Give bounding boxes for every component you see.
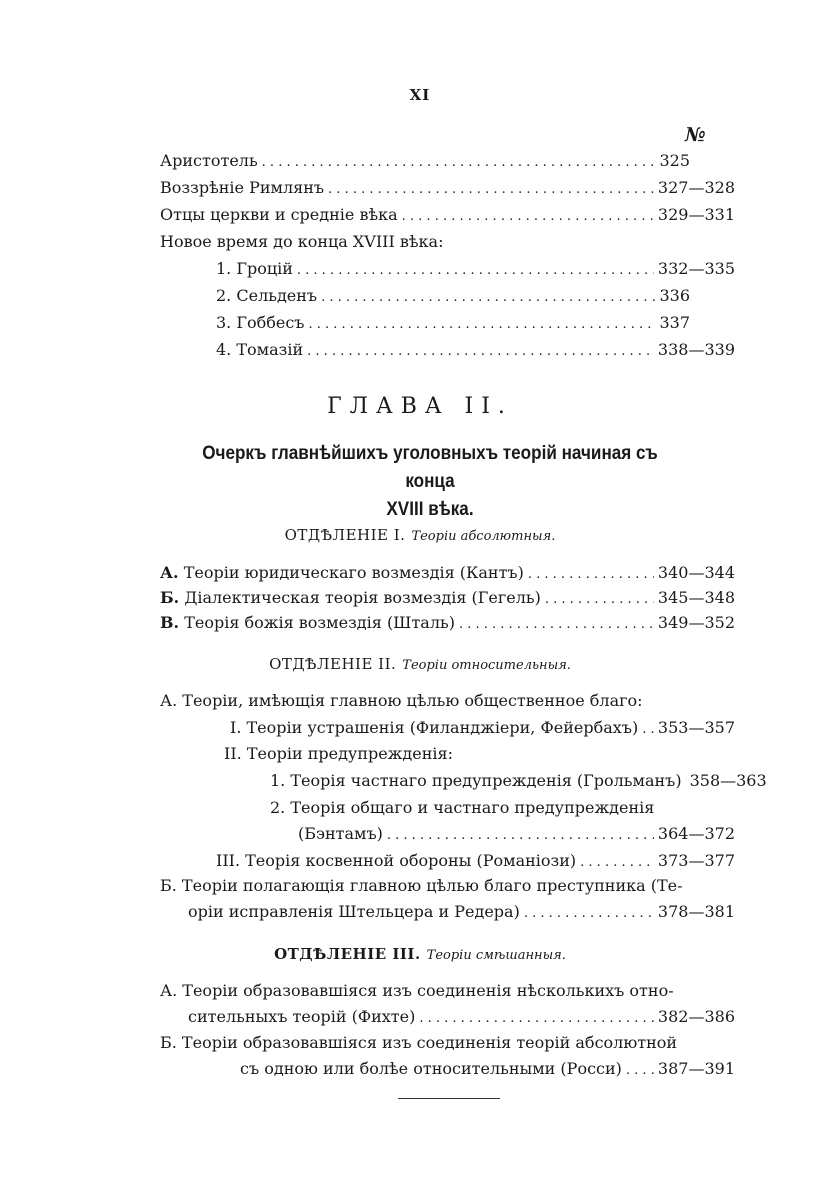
toc-group-public-good: А. Теоріи, имѣющія главною цѣлью общественное благо: (160, 691, 643, 710)
toc-entry-aristotle[interactable] (160, 151, 690, 170)
toc-entry-reform-line1: Б. Теоріи полагающія главною цѣлью благо преступника (Те- (160, 876, 683, 895)
entry-letter: В. (160, 613, 180, 632)
leader-dots (387, 828, 654, 843)
toc-entry-pages: 349—352 (657, 613, 735, 632)
leader-dots (642, 722, 654, 737)
toc-entry-rossi-line1: Б. Теоріи образовавшіяся изъ соединенія теорій абсолютной (160, 1033, 678, 1052)
section-2-heading (0, 655, 840, 673)
toc-entry-thomasius[interactable] (216, 340, 735, 359)
toc-entry-church-fathers[interactable] (160, 205, 735, 224)
toc-entry-title: III. Теорія косвенной обороны (Романіози) (216, 851, 577, 870)
toc-entry-title: сительныхъ теорій (Фихте) (188, 1007, 416, 1026)
toc-group-modern-times: Новое время до конца XVIII вѣка: (160, 232, 444, 251)
toc-entry-reform[interactable] (188, 902, 735, 921)
toc-entry-hobbes[interactable] (216, 313, 690, 332)
section-3-subtitle: Теоріи смѣшанныя. (426, 948, 566, 963)
chapter-title: ГЛАВА II. (327, 394, 513, 419)
toc-entry-pages: 338—339 (657, 340, 735, 359)
section-2-title: ОТДѢЛЕНІЕ II. (269, 655, 397, 673)
toc-entry-pages: 382—386 (657, 1007, 735, 1026)
entry-letter: Б. (160, 588, 180, 607)
toc-group-prevention: II. Теоріи предупрежденія: (224, 744, 454, 763)
toc-entry-title: Теорія божія возмездія (Шталь) (184, 613, 455, 632)
entry-letter: А. (160, 563, 179, 582)
leader-dots (580, 855, 654, 870)
toc-entry-bentham-line1: 2. Теорія общаго и частнаго предупрежденія (270, 798, 655, 817)
toc-entry-pages: 329—331 (657, 205, 735, 224)
toc-entry-bentham[interactable] (298, 824, 735, 843)
toc-entry-pages: 373—377 (657, 851, 735, 870)
toc-entry-title: оріи исправленія Штельцера и Редера) (188, 902, 520, 921)
toc-entry-pages: 353—357 (657, 718, 735, 737)
leader-dots (321, 290, 655, 305)
toc-entry-title: 4. Томазій (216, 340, 304, 359)
toc-entry-title: 1. Гроцій (216, 259, 293, 278)
closing-rule (398, 1098, 500, 1099)
section-1-heading (0, 526, 840, 544)
leader-dots (459, 617, 654, 632)
leader-dots (402, 209, 654, 224)
toc-entry-kant[interactable] (160, 563, 735, 582)
toc-entry-title: 1. Теорія частнаго предупрежденія (Грольманъ) (270, 771, 682, 790)
toc-entry-pages: 336 (659, 286, 690, 305)
toc-entry-pages: 332—335 (657, 259, 735, 278)
chapter-subtitle-line1: Очеркъ главнѣйшихъ уголовныхъ теорій начиная съ конца (202, 443, 658, 492)
chapter-subtitle-line2: XVIII вѣка. (386, 499, 474, 520)
toc-entry-grotius[interactable] (216, 259, 735, 278)
toc-entry-romans[interactable] (160, 178, 735, 197)
toc-entry-pages: 378—381 (657, 902, 735, 921)
toc-entry-title: I. Теоріи устрашенія (Филанджіери, Фейербахъ) (230, 718, 639, 737)
toc-entry-deterrence[interactable] (230, 718, 735, 737)
toc-entry-stahl[interactable] (160, 613, 735, 632)
leader-dots (626, 1063, 654, 1078)
toc-entry-title: съ одною или болѣе относительными (Росси) (240, 1059, 622, 1078)
toc-entry-title: (Бэнтамъ) (298, 824, 383, 843)
toc-entry-grolman[interactable] (270, 771, 767, 790)
toc-entry-title: Аристотель (160, 151, 258, 170)
toc-entry-title: Воззрѣніе Римлянъ (160, 178, 325, 197)
leader-dots (419, 1011, 654, 1026)
leader-dots (528, 567, 654, 582)
toc-entry-title: 2. Сельденъ (216, 286, 318, 305)
toc-entry-pages: 327—328 (657, 178, 735, 197)
toc-entry-fichte-line1: А. Теоріи образовавшіяся изъ соединенія нѣсколькихъ отно- (160, 981, 674, 1000)
leader-dots (308, 317, 655, 332)
leader-dots (307, 344, 654, 359)
section-1-title: ОТДѢЛЕНІЕ I. (284, 526, 406, 544)
leader-dots (545, 592, 654, 607)
number-column-header: № (685, 124, 706, 146)
toc-entry-title: Діалектическая теорія возмездія (Гегель) (184, 588, 541, 607)
toc-entry-hegel[interactable] (160, 588, 735, 607)
leader-dots (328, 182, 654, 197)
section-3-title: ОТДѢЛЕНІЕ III. (274, 945, 421, 963)
toc-entry-title: Отцы церкви и средніе вѣка (160, 205, 398, 224)
toc-entry-pages: 364—372 (657, 824, 735, 843)
toc-entry-pages: 358—363 (689, 771, 767, 790)
page-number: XI (409, 86, 431, 104)
leader-dots (262, 155, 656, 170)
toc-entry-rossi[interactable] (240, 1059, 735, 1078)
toc-entry-selden[interactable] (216, 286, 690, 305)
toc-entry-pages: 387—391 (657, 1059, 735, 1078)
toc-entry-pages: 337 (659, 313, 690, 332)
section-1-subtitle: Теоріи абсолютныя. (411, 529, 556, 544)
toc-entry-title: Теоріи юридическаго возмездія (Кантъ) (183, 563, 524, 582)
toc-entry-romagnosi[interactable] (216, 851, 735, 870)
leader-dots (297, 263, 654, 278)
chapter-subtitle (178, 440, 682, 524)
leader-dots (524, 906, 654, 921)
section-3-heading (0, 945, 840, 963)
toc-entry-fichte[interactable] (188, 1007, 735, 1026)
toc-entry-title: 3. Гоббесъ (216, 313, 305, 332)
toc-entry-pages: 345—348 (657, 588, 735, 607)
toc-entry-pages: 340—344 (657, 563, 735, 582)
section-2-subtitle: Теоріи относительныя. (402, 658, 571, 673)
toc-entry-pages: 325 (659, 151, 690, 170)
